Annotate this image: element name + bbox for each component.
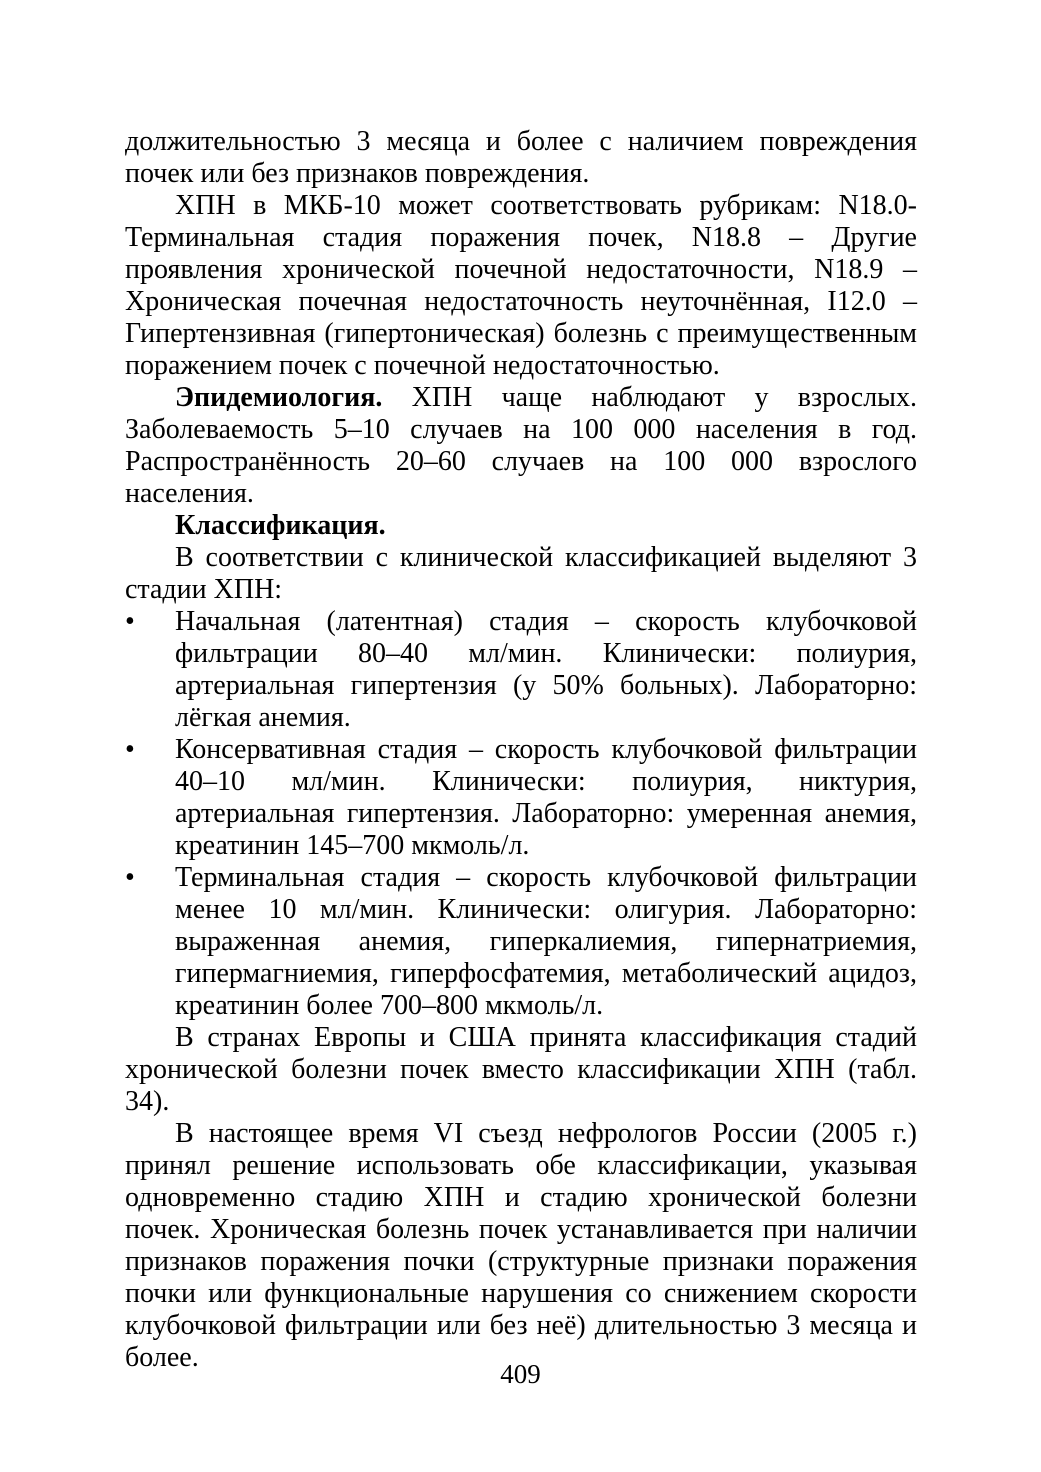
paragraph-stages-intro: В соответствии с клинической классификацией выделяют 3 стадии ХПН: <box>125 542 917 605</box>
list-item <box>125 734 917 862</box>
bullet-icon: • <box>125 862 135 893</box>
paragraph-continuation: должительностью 3 месяца и более с наличием повреждения почек или без признаков повреждения. <box>125 126 917 189</box>
paragraph-congress: В настоящее время VI съезд нефрологов России (2005 г.) принял решение использовать обе классификации, указывая одновременно стадию ХПН и стадию хронической болезни почек. Хроническая болезнь почек устанавливается при наличии признаков поражения почки (структурные признаки поражения почки или функциональные нарушения со снижением скорости клубочковой фильтрации или без неё) длительностью 3 месяца и более. <box>125 1118 917 1373</box>
paragraph-icd10: ХПН в МКБ-10 может соответствовать рубрикам: N18.0-Терминальная стадия поражения почек, N18.8 – Другие проявления хронической почечной недостаточности, N18.9 – Хроническая почечная недостаточность неуточнённая, I12.0 – Гипертензивная (гипертоническая) болезнь с преимущественным поражением почек с почечной недостаточностью. <box>125 190 917 381</box>
list-item-text: Терминальная стадия – скорость клубочковой фильтрации менее 10 мл/мин. Клинически: олигурия. Лабораторно: выраженная анемия, гиперкалиемия, гипернатриемия, гипермагниемия, гиперфосфатемия, метаболический ацидоз, креатинин более 700–800 мкмоль/л. <box>175 862 917 1021</box>
bullet-icon: • <box>125 734 135 765</box>
list-item <box>125 862 917 1022</box>
list-item <box>125 606 917 734</box>
epidemiology-text: ХПН чаще наблюдают у взрослых. Заболеваемость 5–10 случаев на 100 000 населения в год. Распространённость 20–60 случаев на 100 000 взрослого населения. <box>125 382 917 509</box>
list-item-text: Начальная (латентная) стадия – скорость клубочковой фильтрации 80–40 мл/мин. Клинически: полиурия, артериальная гипертензия (у 50% больных). Лабораторно: лёгкая анемия. <box>175 606 917 733</box>
paragraph-europe: В странах Европы и США принята классификация стадий хронической болезни почек вместо классификации ХПН (табл. 34). <box>125 1022 917 1117</box>
bullet-icon: • <box>125 606 135 637</box>
classification-heading: Классификация. <box>175 510 386 541</box>
list-item-text: Консервативная стадия – скорость клубочковой фильтрации 40–10 мл/мин. Клинически: полиурия, никтурия, артериальная гипертензия. Лабораторно: умеренная анемия, креатинин 145–700 мкмоль/л. <box>175 734 917 861</box>
paragraph-epidemiology <box>125 382 917 510</box>
epidemiology-heading: Эпидемиология. <box>175 382 383 413</box>
page-number: 409 <box>500 1359 541 1389</box>
stages-list <box>125 606 917 1022</box>
page-body <box>125 126 917 1374</box>
